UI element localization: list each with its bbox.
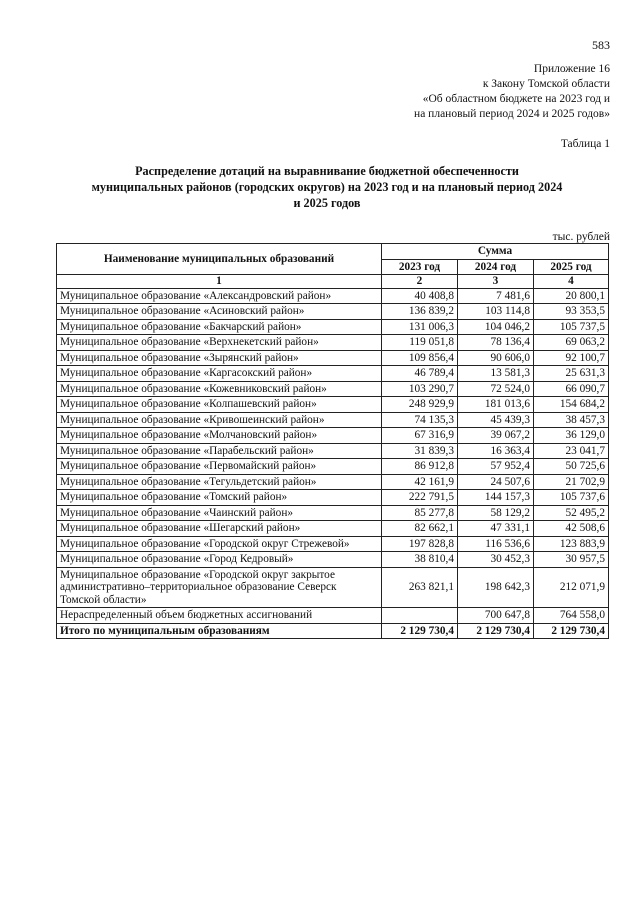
table-row [57, 397, 609, 413]
table-row [57, 428, 609, 444]
value-2024: 78 136,4 [458, 335, 534, 351]
value-2024: 7 481,6 [458, 288, 534, 304]
value-2025: 93 353,5 [534, 304, 609, 320]
value-2023: 248 929,9 [382, 397, 458, 413]
value-2023: 38 810,4 [382, 552, 458, 568]
table-row [57, 552, 609, 568]
municipality-name: Муниципальное образование «Кривошеинский район» [57, 412, 382, 428]
value-2025: 123 883,9 [534, 536, 609, 552]
value-2024: 700 647,8 [458, 608, 534, 624]
municipality-name: Муниципальное образование «Шегарский район» [57, 521, 382, 537]
value-2023: 103 290,7 [382, 381, 458, 397]
municipality-name: Муниципальное образование «Первомайский район» [57, 459, 382, 475]
value-2024: 45 439,3 [458, 412, 534, 428]
value-2023: 85 277,8 [382, 505, 458, 521]
column-index: 2 [382, 275, 458, 289]
value-2025: 66 090,7 [534, 381, 609, 397]
value-2024: 181 013,6 [458, 397, 534, 413]
table-row [57, 319, 609, 335]
table-row [57, 490, 609, 506]
municipality-name: Муниципальное образование «Асиновский район» [57, 304, 382, 320]
value-2024: 13 581,3 [458, 366, 534, 382]
value-2024: 90 606,0 [458, 350, 534, 366]
table-row [57, 412, 609, 428]
appendix-reference [414, 62, 610, 122]
table-row [57, 381, 609, 397]
value-2025: 25 631,3 [534, 366, 609, 382]
value-2025: 154 684,2 [534, 397, 609, 413]
column-index: 4 [534, 275, 609, 289]
table-row [57, 505, 609, 521]
municipality-name: Муниципальное образование «Чаинский район» [57, 505, 382, 521]
appendix-line: «Об областном бюджете на 2023 год и [422, 93, 610, 105]
value-2024: 103 114,8 [458, 304, 534, 320]
column-index-row [57, 275, 609, 289]
page-number: 583 [592, 38, 610, 52]
table-row [57, 567, 609, 608]
municipality-name: Муниципальное образование «Парабельский район» [57, 443, 382, 459]
total-2023: 2 129 730,4 [382, 623, 458, 639]
document-title [40, 163, 614, 211]
table-row [57, 474, 609, 490]
header-name: Наименование муниципальных образований [57, 244, 382, 275]
municipality-name: Муниципальное образование «Зырянский район» [57, 350, 382, 366]
value-2023: 131 006,3 [382, 319, 458, 335]
appendix-line: на плановый период 2024 и 2025 годов» [414, 108, 610, 120]
municipality-name: Муниципальное образование «Город Кедровый» [57, 552, 382, 568]
title-line: Распределение дотаций на выравнивание бюджетной обеспеченности [135, 164, 519, 178]
municipality-name: Муниципальное образование «Верхнекетский район» [57, 335, 382, 351]
total-2024: 2 129 730,4 [458, 623, 534, 639]
value-2023: 222 791,5 [382, 490, 458, 506]
value-2025: 23 041,7 [534, 443, 609, 459]
value-2025: 36 129,0 [534, 428, 609, 444]
table-row [57, 288, 609, 304]
municipality-name: Муниципальное образование «Томский район» [57, 490, 382, 506]
value-2025: 30 957,5 [534, 552, 609, 568]
value-2025: 20 800,1 [534, 288, 609, 304]
value-2024: 116 536,6 [458, 536, 534, 552]
column-index: 3 [458, 275, 534, 289]
municipality-name: Муниципальное образование «Кожевниковский район» [57, 381, 382, 397]
municipality-name: Муниципальное образование «Бакчарский район» [57, 319, 382, 335]
value-2023 [382, 608, 458, 624]
municipality-name: Муниципальное образование «Городской округ Стрежевой» [57, 536, 382, 552]
value-2024: 57 952,4 [458, 459, 534, 475]
value-2023: 67 316,9 [382, 428, 458, 444]
municipality-name: Муниципальное образование «Городской округ закрытое административно–территориальное образование Северск Томской области» [57, 567, 382, 608]
value-2024: 72 524,0 [458, 381, 534, 397]
value-2023: 86 912,8 [382, 459, 458, 475]
table-row [57, 335, 609, 351]
value-2024: 58 129,2 [458, 505, 534, 521]
municipality-name: Муниципальное образование «Молчановский район» [57, 428, 382, 444]
value-2025: 38 457,3 [534, 412, 609, 428]
value-2025: 92 100,7 [534, 350, 609, 366]
total-row [57, 623, 609, 639]
table-row [57, 608, 609, 624]
municipality-name: Муниципальное образование «Каргасокский район» [57, 366, 382, 382]
value-2023: 40 408,8 [382, 288, 458, 304]
header-year-2025: 2025 год [534, 259, 609, 275]
header-year-2023: 2023 год [382, 259, 458, 275]
municipality-name: Муниципальное образование «Колпашевский район» [57, 397, 382, 413]
value-2024: 24 507,6 [458, 474, 534, 490]
table-row [57, 459, 609, 475]
value-2024: 104 046,2 [458, 319, 534, 335]
value-2023: 31 839,3 [382, 443, 458, 459]
value-2023: 197 828,8 [382, 536, 458, 552]
header-sum: Сумма [382, 244, 609, 260]
municipality-name: Нераспределенный объем бюджетных ассигнований [57, 608, 382, 624]
total-2025: 2 129 730,4 [534, 623, 609, 639]
value-2025: 21 702,9 [534, 474, 609, 490]
value-2023: 136 839,2 [382, 304, 458, 320]
table-row [57, 443, 609, 459]
subsidies-table [56, 243, 609, 639]
units-label: тыс. рублей [552, 231, 610, 243]
value-2023: 42 161,9 [382, 474, 458, 490]
value-2024: 198 642,3 [458, 567, 534, 608]
value-2025: 52 495,2 [534, 505, 609, 521]
value-2025: 105 737,5 [534, 319, 609, 335]
value-2024: 144 157,3 [458, 490, 534, 506]
municipality-name: Муниципальное образование «Александровский район» [57, 288, 382, 304]
table-caption: Таблица 1 [560, 138, 610, 150]
value-2024: 16 363,4 [458, 443, 534, 459]
value-2025: 764 558,0 [534, 608, 609, 624]
value-2024: 47 331,1 [458, 521, 534, 537]
value-2025: 42 508,6 [534, 521, 609, 537]
value-2023: 82 662,1 [382, 521, 458, 537]
table-row [57, 304, 609, 320]
value-2025: 212 071,9 [534, 567, 609, 608]
table-row [57, 536, 609, 552]
value-2025: 69 063,2 [534, 335, 609, 351]
title-line: и 2025 годов [293, 196, 361, 210]
total-label: Итого по муниципальным образованиям [57, 623, 382, 639]
appendix-line: к Закону Томской области [482, 78, 610, 90]
value-2023: 74 135,3 [382, 412, 458, 428]
value-2024: 30 452,3 [458, 552, 534, 568]
value-2023: 109 856,4 [382, 350, 458, 366]
table-row [57, 350, 609, 366]
value-2023: 119 051,8 [382, 335, 458, 351]
value-2023: 263 821,1 [382, 567, 458, 608]
appendix-line: Приложение 16 [533, 63, 610, 75]
value-2024: 39 067,2 [458, 428, 534, 444]
table-row [57, 366, 609, 382]
value-2023: 46 789,4 [382, 366, 458, 382]
column-index: 1 [57, 275, 382, 289]
header-year-2024: 2024 год [458, 259, 534, 275]
municipality-name: Муниципальное образование «Тегульдетский район» [57, 474, 382, 490]
title-line: муниципальных районов (городских округов) на 2023 год и на плановый период 2024 [91, 180, 563, 194]
value-2025: 50 725,6 [534, 459, 609, 475]
value-2025: 105 737,6 [534, 490, 609, 506]
table-row [57, 521, 609, 537]
